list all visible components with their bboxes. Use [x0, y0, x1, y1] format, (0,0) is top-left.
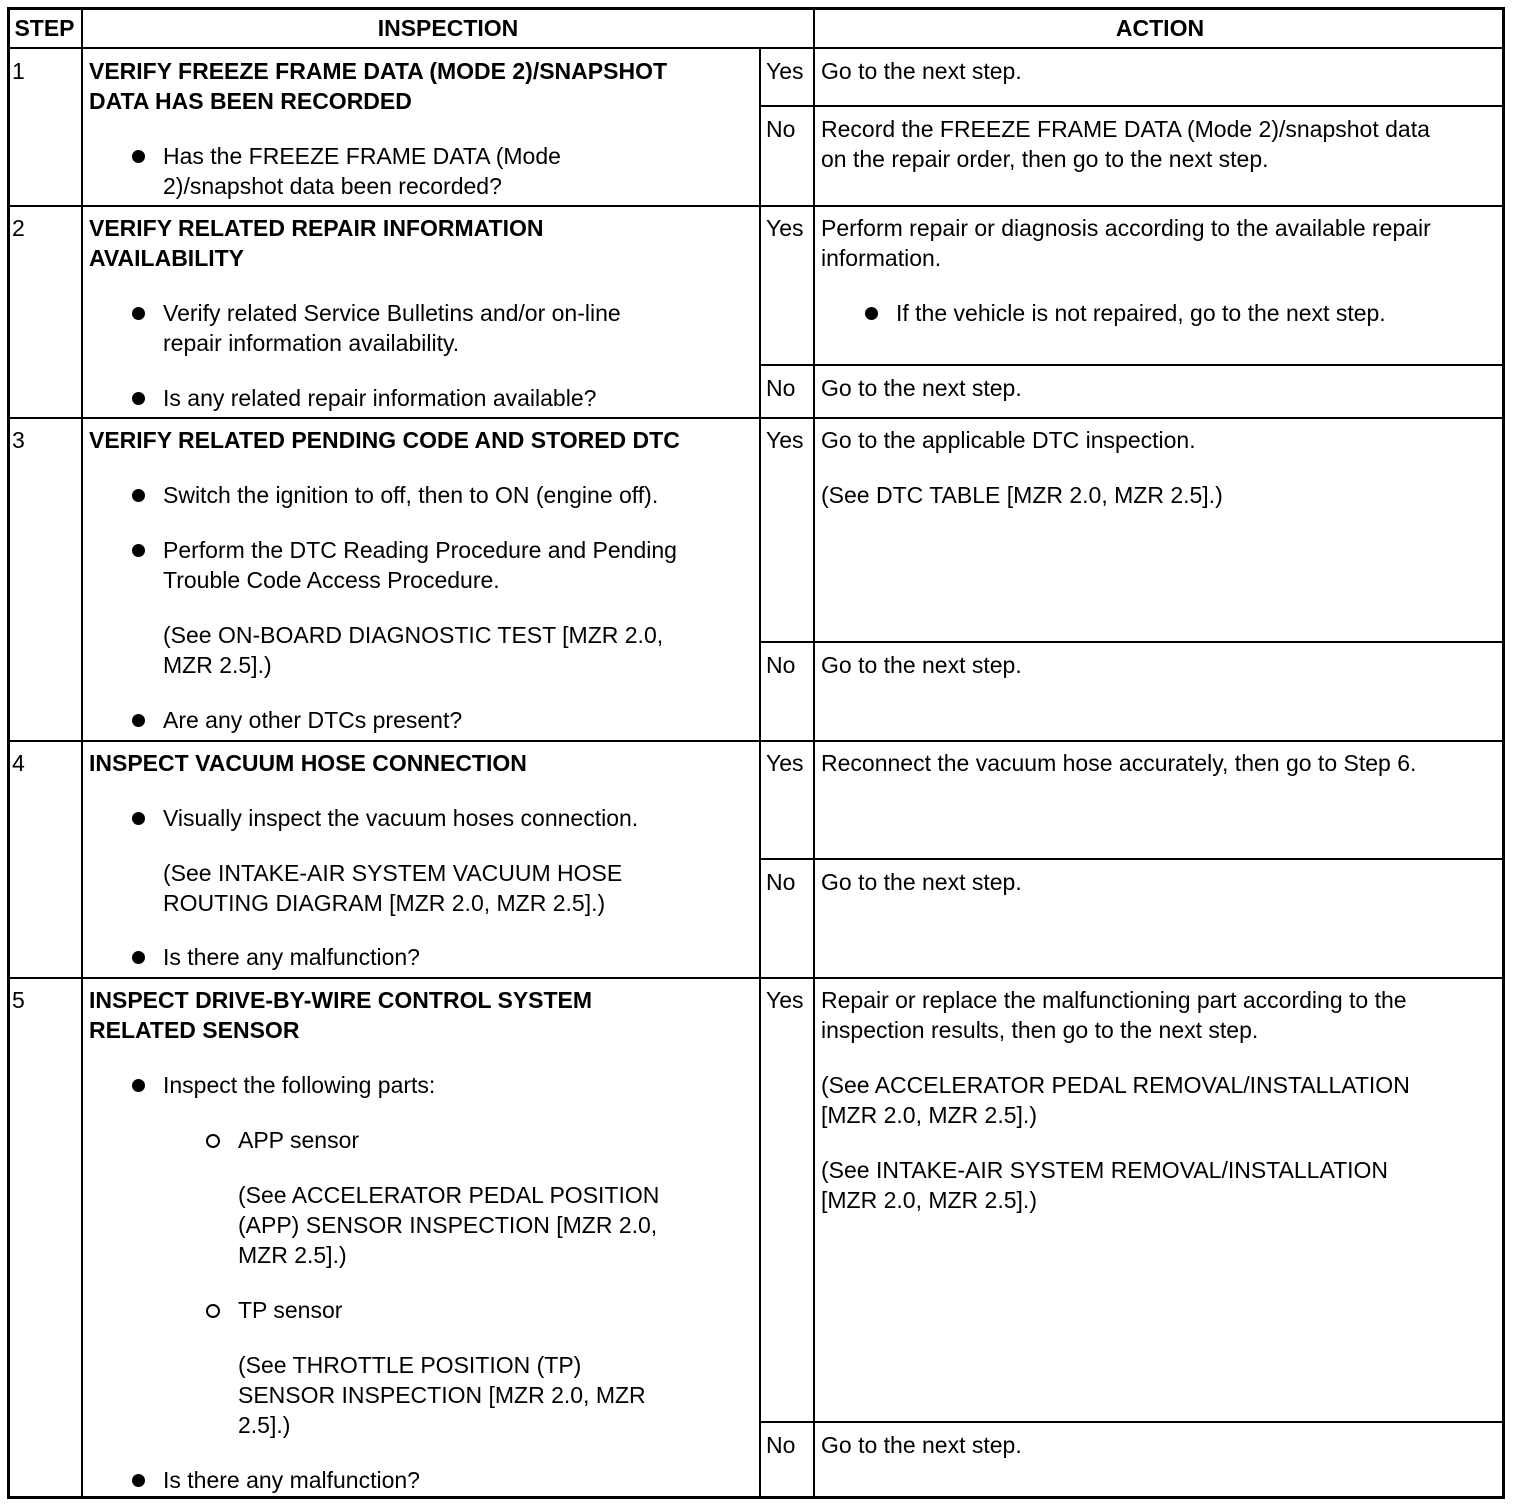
no-action-line: on the repair order, then go to the next step. — [821, 146, 1269, 172]
inspection-reference-line: (See THROTTLE POSITION (TP) — [238, 1352, 582, 1378]
yes-action-line: information. — [821, 245, 942, 271]
yes-action-reference: (See DTC TABLE [MZR 2.0, MZR 2.5].) — [821, 482, 1223, 508]
step-number: 2 — [12, 215, 25, 241]
yes-action-reference: [MZR 2.0, MZR 2.5].) — [821, 1187, 1037, 1213]
inspection-title-line: DATA HAS BEEN RECORDED — [89, 88, 412, 114]
step-number: 3 — [12, 427, 25, 453]
inspection-item-line: Switch the ignition to off, then to ON (engine off). — [163, 482, 659, 508]
bullet-icon — [132, 714, 145, 727]
yes-no-divider — [760, 364, 1504, 366]
inspection-item-line: repair information availability. — [163, 330, 460, 356]
no-action-line: Record the FREEZE FRAME DATA (Mode 2)/snapshot data — [821, 116, 1430, 142]
yes-no-divider — [760, 858, 1504, 860]
inspection-reference-line: ROUTING DIAGRAM [MZR 2.0, MZR 2.5].) — [163, 890, 606, 916]
bullet-icon — [132, 392, 145, 405]
no-label: No — [766, 869, 796, 895]
inspection-title-line: INSPECT VACUUM HOSE CONNECTION — [89, 750, 527, 776]
step-number: 1 — [12, 58, 25, 84]
yes-action-reference: (See ACCELERATOR PEDAL REMOVAL/INSTALLATION — [821, 1072, 1410, 1098]
yes-action-line: Repair or replace the malfunctioning part according to the — [821, 987, 1407, 1013]
inspection-item-line: Visually inspect the vacuum hoses connection. — [163, 805, 639, 831]
header-inspection: INSPECTION — [377, 15, 519, 41]
column-divider — [81, 8, 83, 1498]
row-divider — [8, 977, 1504, 979]
inspection-reference-line: (See ON-BOARD DIAGNOSTIC TEST [MZR 2.0, — [163, 622, 664, 648]
inspection-item-line: Is there any malfunction? — [163, 1467, 420, 1493]
inspection-item-line: 2)/snapshot data been recorded? — [163, 173, 502, 199]
inspection-title-line: VERIFY RELATED REPAIR INFORMATION — [89, 215, 544, 241]
no-label: No — [766, 652, 796, 678]
inspection-item-line: Is there any malfunction? — [163, 944, 420, 970]
inspection-subitem-line: TP sensor — [238, 1297, 343, 1323]
row-divider — [8, 417, 1504, 419]
inspection-title-line: AVAILABILITY — [89, 245, 245, 271]
header-step: STEP — [14, 15, 75, 41]
sub-bullet-icon — [206, 1134, 220, 1148]
no-label: No — [766, 1432, 796, 1458]
inspection-reference-line: (See ACCELERATOR PEDAL POSITION — [238, 1182, 660, 1208]
yes-action-reference: [MZR 2.0, MZR 2.5].) — [821, 1102, 1037, 1128]
inspection-reference-line: (See INTAKE-AIR SYSTEM VACUUM HOSE — [163, 860, 623, 886]
inspection-item-line: Inspect the following parts: — [163, 1072, 436, 1098]
row-divider — [8, 205, 1504, 207]
yes-action-line: Perform repair or diagnosis according to the available repair — [821, 215, 1431, 241]
inspection-item-line: Trouble Code Access Procedure. — [163, 567, 500, 593]
inspection-subitem-line: APP sensor — [238, 1127, 360, 1153]
bullet-icon — [132, 544, 145, 557]
row-divider — [8, 47, 1504, 49]
yes-label: Yes — [766, 58, 804, 84]
yes-action-line: Reconnect the vacuum hose accurately, then go to Step 6. — [821, 750, 1417, 776]
no-action-line: Go to the next step. — [821, 1432, 1022, 1458]
no-action-line: Go to the next step. — [821, 869, 1022, 895]
no-label: No — [766, 116, 796, 142]
yes-action-reference: (See INTAKE-AIR SYSTEM REMOVAL/INSTALLATION — [821, 1157, 1389, 1183]
row-divider — [8, 740, 1504, 742]
inspection-item-line: Are any other DTCs present? — [163, 707, 463, 733]
inspection-title-line: RELATED SENSOR — [89, 1017, 300, 1043]
no-action-line: Go to the next step. — [821, 375, 1022, 401]
bullet-icon — [865, 307, 878, 320]
inspection-reference-line: SENSOR INSPECTION [MZR 2.0, MZR — [238, 1382, 646, 1408]
yes-label: Yes — [766, 987, 804, 1013]
column-divider — [813, 8, 815, 1498]
inspection-reference-line: (APP) SENSOR INSPECTION [MZR 2.0, — [238, 1212, 658, 1238]
bullet-icon — [132, 951, 145, 964]
inspection-reference-line: MZR 2.5].) — [238, 1242, 347, 1268]
no-label: No — [766, 375, 796, 401]
inspection-reference-line: 2.5].) — [238, 1412, 291, 1438]
inspection-item-line: Has the FREEZE FRAME DATA (Mode — [163, 143, 561, 169]
inspection-item-line: Is any related repair information available? — [163, 385, 597, 411]
bullet-icon — [132, 307, 145, 320]
yes-no-divider — [760, 1421, 1504, 1423]
yes-action-line: Go to the applicable DTC inspection. — [821, 427, 1196, 453]
inspection-title-line: INSPECT DRIVE-BY-WIRE CONTROL SYSTEM — [89, 987, 593, 1013]
yes-label: Yes — [766, 427, 804, 453]
header-action: ACTION — [1115, 15, 1205, 41]
yes-action-line: Go to the next step. — [821, 58, 1022, 84]
bullet-icon — [132, 150, 145, 163]
step-number: 4 — [12, 750, 25, 776]
sub-bullet-icon — [206, 1304, 220, 1318]
inspection-reference-line: MZR 2.5].) — [163, 652, 272, 678]
yes-action-bullet: If the vehicle is not repaired, go to the next step. — [896, 300, 1386, 326]
inspection-title-line: VERIFY FREEZE FRAME DATA (MODE 2)/SNAPSHOT — [89, 58, 668, 84]
inspection-item-line: Perform the DTC Reading Procedure and Pending — [163, 537, 677, 563]
bullet-icon — [132, 1079, 145, 1092]
no-action-line: Go to the next step. — [821, 652, 1022, 678]
bullet-icon — [132, 1474, 145, 1487]
bullet-icon — [132, 812, 145, 825]
yes-no-divider — [760, 105, 1504, 107]
inspection-item-line: Verify related Service Bulletins and/or on-line — [163, 300, 621, 326]
yes-action-line: inspection results, then go to the next step. — [821, 1017, 1259, 1043]
yes-label: Yes — [766, 215, 804, 241]
yes-label: Yes — [766, 750, 804, 776]
step-number: 5 — [12, 987, 25, 1013]
bullet-icon — [132, 489, 145, 502]
inspection-title-line: VERIFY RELATED PENDING CODE AND STORED DTC — [89, 427, 680, 453]
column-divider — [759, 47, 761, 1498]
yes-no-divider — [760, 641, 1504, 643]
